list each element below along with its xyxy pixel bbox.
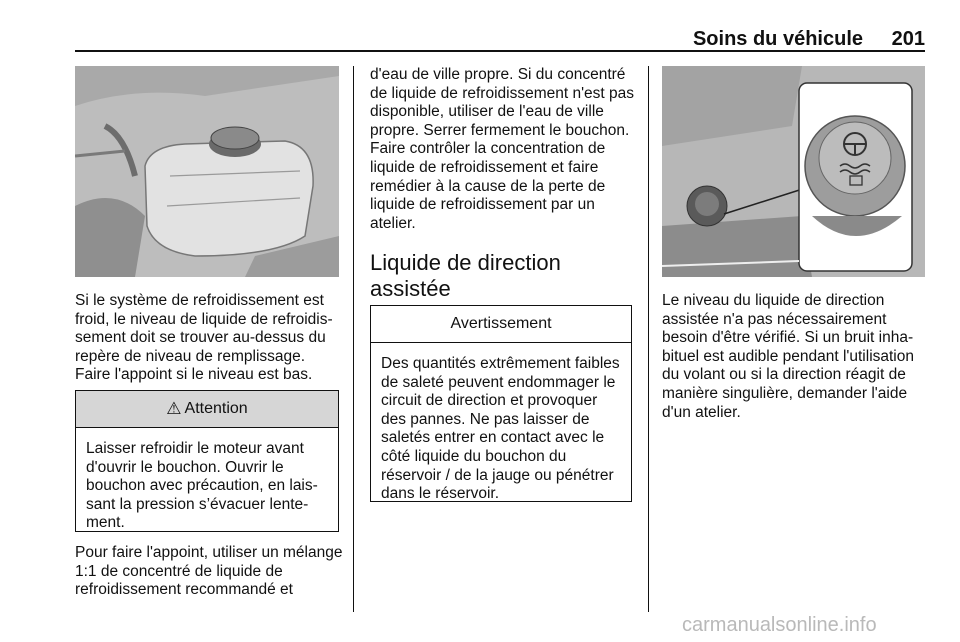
warning-body: Des quantités extrêmement faibles de saleté peuvent endommager le circuit de direction et provoquer des pannes. Ne pas laisser de saletés entrer en contact avec le côté liquide du bouchon du réservoir / de la jauge ou pénétrer dans le réservoir. xyxy=(381,355,620,503)
section-title: Soins du véhicule xyxy=(692,28,863,50)
coolant-reservoir-photo xyxy=(75,66,339,277)
warning-box xyxy=(370,305,632,502)
watermark: carmanualsonline.info xyxy=(682,614,877,636)
attention-title: Attention xyxy=(184,400,248,417)
column-divider-1 xyxy=(353,66,354,612)
page-header xyxy=(75,28,925,50)
attention-box xyxy=(75,390,339,532)
coolant-continuation-paragraph: d'eau de ville propre. Si du concentré de liquide de refroidissement n'est pas disponible, utiliser de l'eau de ville propre. Serrer fermement le bouchon. Faire contrôler la concentration de liquide de refroidissement et faire remédier à la cause de la perte de liquide de refroidissement par un atelier. xyxy=(370,66,635,232)
page-number: 201 xyxy=(891,28,925,50)
power-steering-paragraph: Le niveau du liquide de direction assistée n'a pas nécessairement besoin d'être vérifié. Si un bruit inhabituel est audible pendant l'utilisation du volant ou si la direction réagit de manière singulière, demander l'aide d'un atelier. xyxy=(662,292,914,421)
warning-box-header xyxy=(371,306,631,343)
attention-box-header xyxy=(76,391,338,428)
column-divider-2 xyxy=(648,66,649,612)
warning-title: Avertissement xyxy=(450,315,552,332)
refill-paragraph: Pour faire l'appoint, utiliser un mélange 1:1 de concentré de liquide de refroidissement recommandé et xyxy=(75,544,343,599)
attention-body: Laisser refroidir le moteur avant d'ouvrir le bouchon. Ouvrir le bouchon avec précaution, en laissant la pression s’évacuer lentement. xyxy=(86,440,318,532)
coolant-level-paragraph: Si le système de refroidissement est froid, le niveau de liquide de refroidissement doit se trouver au-dessus du repère de niveau de remplissage. Faire l'appoint si le niveau est bas. xyxy=(75,292,333,384)
header-rule xyxy=(75,50,925,52)
power-steering-heading: Liquide de direction assistée xyxy=(370,250,561,301)
warning-triangle-icon: ⚠ xyxy=(166,399,182,418)
power-steering-reservoir-photo xyxy=(662,66,925,277)
